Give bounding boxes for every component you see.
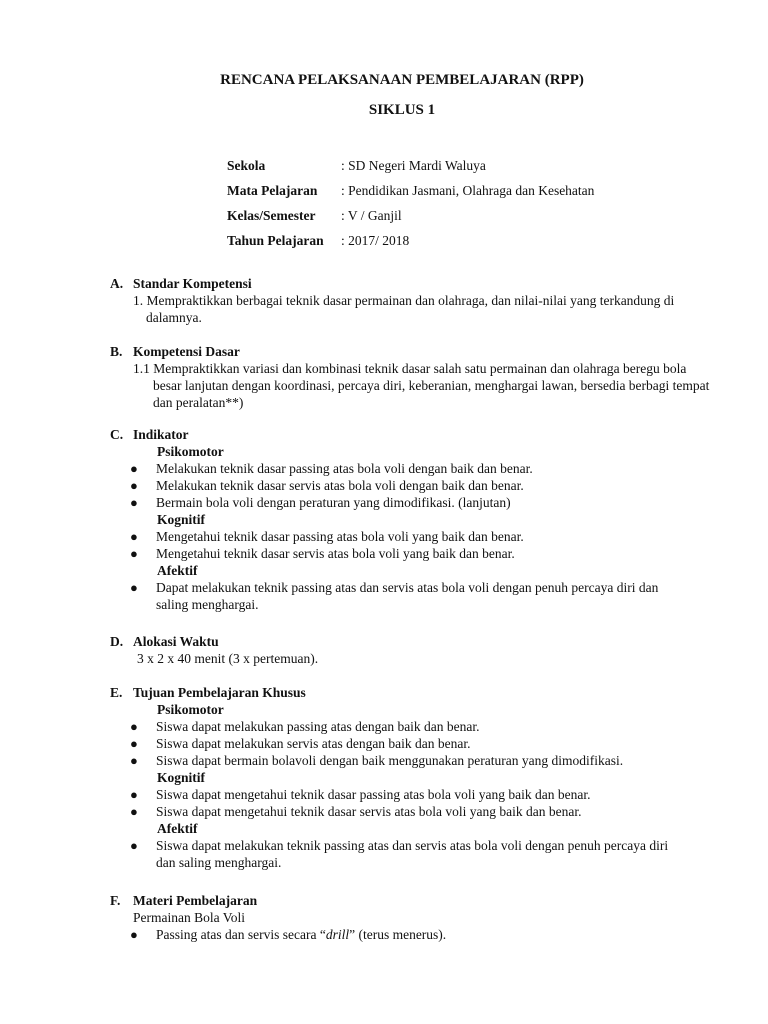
bullet-icon: ● bbox=[130, 838, 138, 853]
info-value: : Pendidikan Jasmani, Olahraga dan Kesehatan bbox=[341, 183, 595, 198]
list-item: ● Siswa dapat melakukan teknik passing atas dan servis atas bola voli dengan penuh percaya diri dan saling menghargai. bbox=[130, 838, 669, 870]
bullet-icon: ● bbox=[130, 719, 138, 734]
bullet-icon: ● bbox=[130, 753, 138, 768]
section-heading bbox=[110, 684, 710, 701]
section-title: Kompetensi Dasar bbox=[133, 344, 240, 359]
list-item: ● Mengetahui teknik dasar servis atas bola voli yang baik dan benar. bbox=[130, 546, 515, 561]
bullet-icon: ● bbox=[130, 804, 138, 819]
section-letter: A. bbox=[110, 276, 124, 291]
section-standar-kompetensi bbox=[110, 275, 710, 326]
bullet-list bbox=[110, 460, 710, 511]
info-label: Tahun Pelajaran bbox=[227, 233, 324, 248]
section-heading bbox=[110, 426, 710, 443]
list-item: ● Siswa dapat melakukan servis atas dengan baik dan benar. bbox=[130, 736, 471, 751]
info-value: : 2017/ 2018 bbox=[341, 233, 410, 248]
info-row-mata-pelajaran bbox=[227, 182, 594, 207]
section-title: Indikator bbox=[133, 427, 189, 442]
info-row-tahun-pelajaran bbox=[227, 232, 594, 257]
section-letter: F. bbox=[110, 893, 121, 908]
bullet-list bbox=[110, 718, 710, 769]
bullet-icon: ● bbox=[130, 495, 138, 510]
list-item: ● Passing atas dan servis secara “drill” (terus menerus). bbox=[130, 927, 447, 942]
subheading-afektif: Afektif bbox=[157, 563, 198, 578]
list-item: ● Melakukan teknik dasar servis atas bola voli dengan baik dan benar. bbox=[130, 478, 524, 493]
info-label: Mata Pelajaran bbox=[227, 183, 318, 198]
section-title: Alokasi Waktu bbox=[133, 634, 219, 649]
section-heading bbox=[110, 892, 710, 909]
bullet-list bbox=[110, 579, 690, 613]
section-letter: B. bbox=[110, 344, 123, 359]
subheading-psikomotor: Psikomotor bbox=[157, 444, 224, 459]
section-letter: D. bbox=[110, 634, 124, 649]
section-letter: C. bbox=[110, 427, 124, 442]
document-subtitle: SIKLUS 1 bbox=[368, 102, 436, 118]
info-value: : SD Negeri Mardi Waluya bbox=[341, 158, 486, 173]
section-heading bbox=[110, 275, 710, 292]
info-label: Sekola bbox=[227, 158, 266, 173]
info-label: Kelas/Semester bbox=[227, 208, 316, 223]
document-title: RENCANA PELAKSANAAN PEMBELAJARAN (RPP) bbox=[220, 72, 584, 88]
subheading-psikomotor: Psikomotor bbox=[157, 702, 224, 717]
bullet-icon: ● bbox=[130, 546, 138, 561]
bullet-list bbox=[110, 786, 710, 820]
section-tujuan-pembelajaran bbox=[110, 684, 710, 871]
info-table bbox=[227, 157, 594, 257]
section-letter: E. bbox=[110, 685, 123, 700]
section-heading bbox=[110, 633, 710, 650]
section-title: Standar Kompetensi bbox=[133, 276, 252, 291]
bullet-list bbox=[110, 528, 710, 562]
section-materi-pembelajaran bbox=[110, 892, 710, 943]
subheading-afektif: Afektif bbox=[157, 821, 198, 836]
list-item: ● Mengetahui teknik dasar passing atas bola voli yang baik dan benar. bbox=[130, 529, 524, 544]
section-alokasi-waktu bbox=[110, 633, 710, 667]
bullet-list bbox=[110, 837, 690, 871]
list-item: ● Bermain bola voli dengan peraturan yang dimodifikasi. (lanjutan) bbox=[130, 495, 511, 510]
section-text: Permainan Bola Voli bbox=[133, 910, 245, 925]
section-text: 1.1 Mempraktikkan variasi dan kombinasi teknik dasar salah satu permainan dan olahraga beregu bola besar lanjutan dengan koordinasi, percaya diri, keberanian, menghargai lawan, bersedia berbagi tempat dan peralatan**) bbox=[133, 361, 710, 410]
section-heading bbox=[110, 343, 710, 360]
emphasis-text: drill bbox=[325, 927, 350, 942]
bullet-icon: ● bbox=[130, 478, 138, 493]
bullet-icon: ● bbox=[130, 580, 138, 595]
subheading-kognitif: Kognitif bbox=[157, 512, 206, 527]
section-title: Tujuan Pembelajaran Khusus bbox=[133, 685, 306, 700]
section-indikator bbox=[110, 426, 710, 613]
bullet-icon: ● bbox=[130, 461, 138, 476]
list-item: ● Siswa dapat melakukan passing atas dengan baik dan benar. bbox=[130, 719, 480, 734]
list-item: ● Siswa dapat mengetahui teknik dasar servis atas bola voli yang baik dan benar. bbox=[130, 804, 582, 819]
list-item: ● Siswa dapat mengetahui teknik dasar passing atas bola voli yang baik dan benar. bbox=[130, 787, 591, 802]
bullet-icon: ● bbox=[130, 529, 138, 544]
info-value: : V / Ganjil bbox=[341, 208, 402, 223]
subheading-kognitif: Kognitif bbox=[157, 770, 206, 785]
section-kompetensi-dasar bbox=[110, 343, 710, 411]
info-row-sekolah bbox=[227, 157, 594, 182]
list-item: ● Dapat melakukan teknik passing atas dan servis atas bola voli dengan penuh percaya diri dan saling menghargai. bbox=[130, 580, 659, 612]
bullet-icon: ● bbox=[130, 927, 138, 942]
section-text: 1. Mempraktikkan berbagai teknik dasar permainan dan olahraga, dan nilai-nilai yang terkandung di dalamnya. bbox=[133, 293, 675, 325]
list-item: ● Melakukan teknik dasar passing atas bola voli dengan baik dan benar. bbox=[130, 461, 533, 476]
info-row-kelas-semester bbox=[227, 207, 594, 232]
bullet-list bbox=[110, 926, 710, 943]
bullet-icon: ● bbox=[130, 787, 138, 802]
section-text: 3 x 2 x 40 menit (3 x pertemuan). bbox=[137, 651, 319, 666]
list-item: ● Siswa dapat bermain bolavoli dengan baik menggunakan peraturan yang dimodifikasi. bbox=[130, 753, 624, 768]
bullet-icon: ● bbox=[130, 736, 138, 751]
section-title: Materi Pembelajaran bbox=[133, 893, 258, 908]
